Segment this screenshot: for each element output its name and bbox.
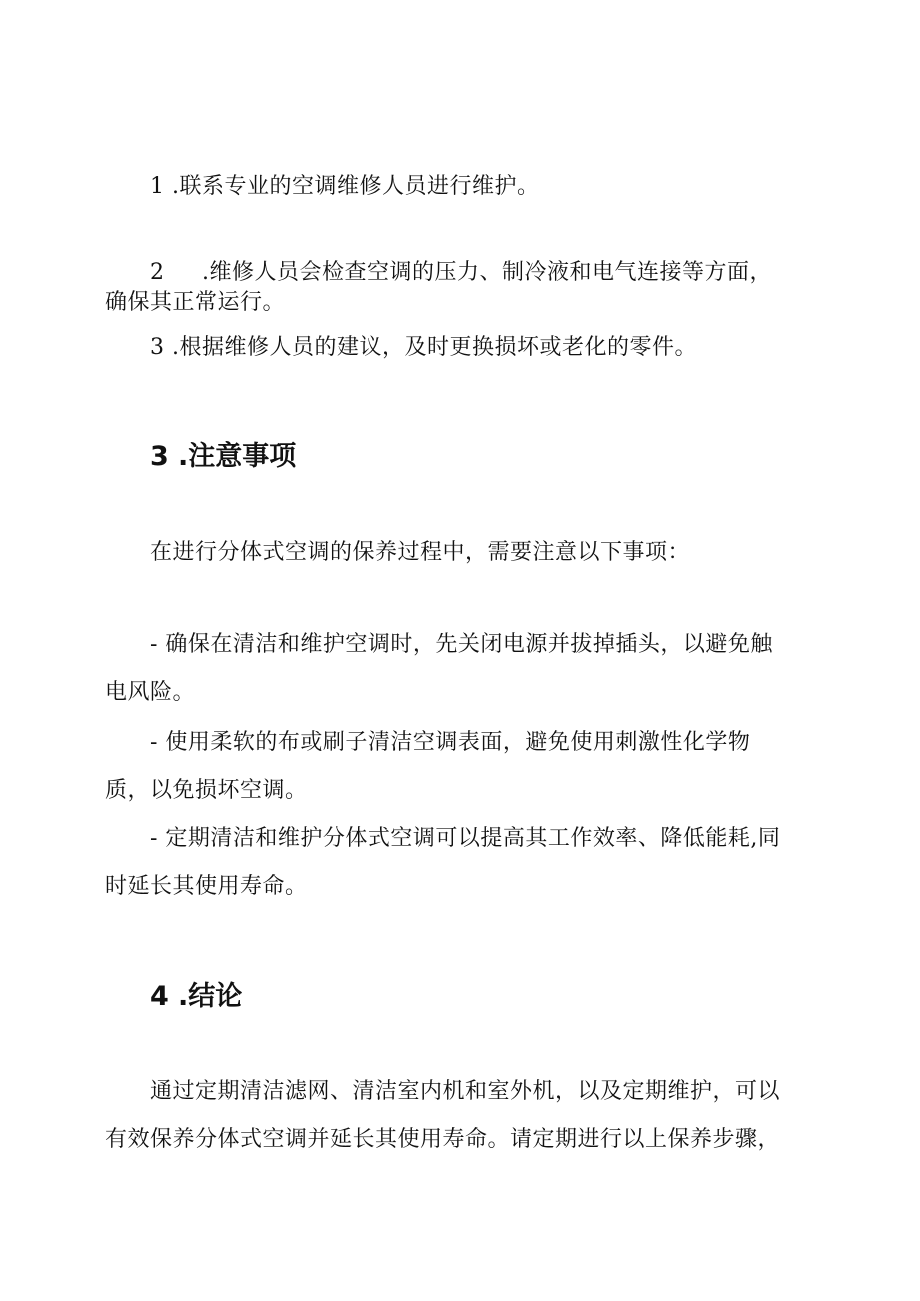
step-3 bbox=[150, 333, 697, 363]
step-1-text: .联系专业的空调维修人员进行维护。 bbox=[172, 174, 540, 199]
conclusion-line-2: 有效保养分体式空调并延长其使用寿命。请定期进行以上保养步骤， bbox=[105, 1127, 781, 1152]
step-2-text: .维修人员会检查空调的压力、制冷液和电气连接等方面， bbox=[202, 260, 772, 285]
section-4-title: .结论 bbox=[178, 981, 243, 1012]
precaution-item-1-line-2: 电风险。 bbox=[105, 680, 196, 705]
section-3-number: 3 bbox=[150, 441, 169, 472]
section-heading-conclusion bbox=[150, 980, 242, 1014]
conclusion-line-1: 通过定期清洁滤网、清洁室内机和室外机，以及定期维护，可以 bbox=[150, 1079, 781, 1104]
step-1 bbox=[150, 172, 540, 202]
precaution-item-3-line-2: 时延长其使用寿命。 bbox=[105, 874, 308, 899]
precautions-intro: 在进行分体式空调的保养过程中，需要注意以下事项： bbox=[150, 540, 691, 565]
step-3-number: 3 bbox=[150, 335, 165, 360]
precaution-item-1-line-1: - 确保在清洁和维护空调时，先关闭电源并拔掉插头，以避免触 bbox=[150, 632, 773, 657]
step-2 bbox=[150, 258, 772, 288]
step-1-number: 1 bbox=[150, 174, 165, 199]
precaution-item-2-line-2: 质，以免损坏空调。 bbox=[105, 778, 308, 803]
step-2-number: 2 bbox=[150, 260, 165, 285]
section-3-title: .注意事项 bbox=[178, 441, 297, 472]
section-4-number: 4 bbox=[150, 981, 169, 1012]
section-heading-precautions bbox=[150, 440, 296, 474]
step-3-text: .根据维修人员的建议，及时更换损坏或老化的零件。 bbox=[172, 335, 697, 360]
precaution-item-3-line-1: - 定期清洁和维护分体式空调可以提高其工作效率、降低能耗,同 bbox=[150, 826, 781, 851]
precaution-item-2-line-1: - 使用柔软的布或刷子清洁空调表面，避免使用刺激性化学物 bbox=[150, 730, 751, 755]
step-2-continuation: 确保其正常运行。 bbox=[105, 290, 286, 315]
